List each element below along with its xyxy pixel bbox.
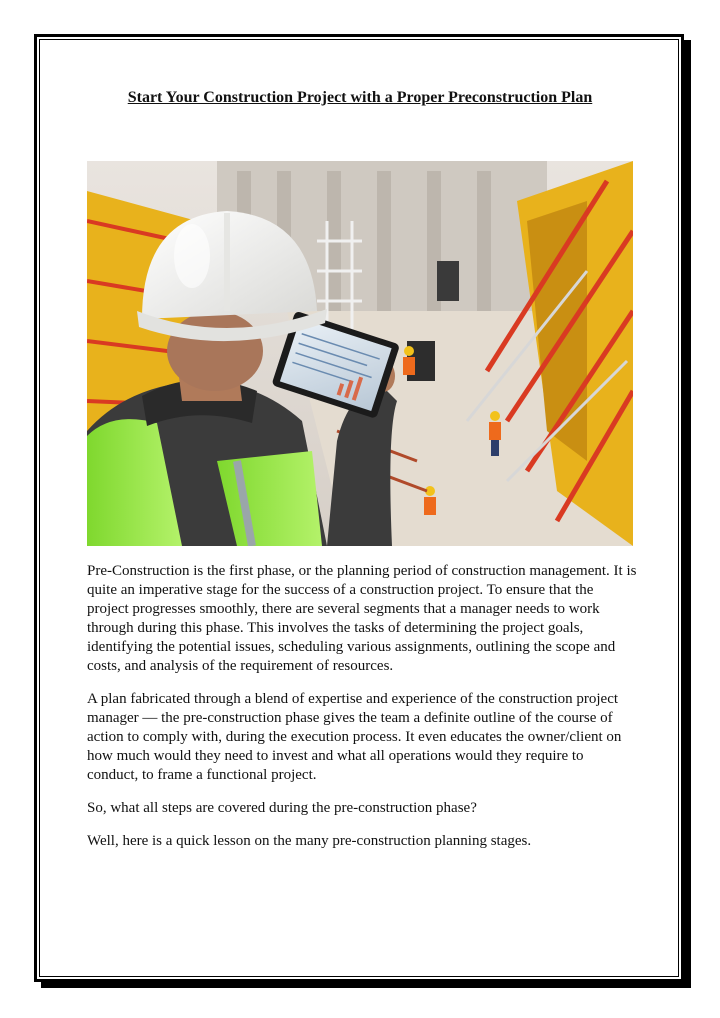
article-body [87,562,637,865]
paragraph-plan: A plan fabricated through a blend of expertise and experience of the construction project manager — the pre-construction phase gives the team a definite outline of the course of action to comply with, during the execution process. It even educates the owner/client on how much would they need to invest and what all operations would they require to conduct, to frame a functional project. [87,691,622,783]
construction-photo [87,161,633,546]
paragraph-question: So, what all steps are covered during the pre-construction phase? [87,800,477,816]
paragraph-lesson: Well, here is a quick lesson on the many pre-construction planning stages. [87,833,532,849]
page-title: Start Your Construction Project with a Proper Preconstruction Plan [127,89,593,106]
paragraph-intro: Pre-Construction is the first phase, or the planning period of construction management. It is quite an imperative stage for the success of a construction project. To ensure that the project progresses smoothly, there are several segments that a manager needs to work through during this phase. This involves the tasks of determining the project goals, identifying the potential issues, scheduling various assignments, outlining the scope and costs, and analysis of the requirement of resources. [87,563,637,674]
